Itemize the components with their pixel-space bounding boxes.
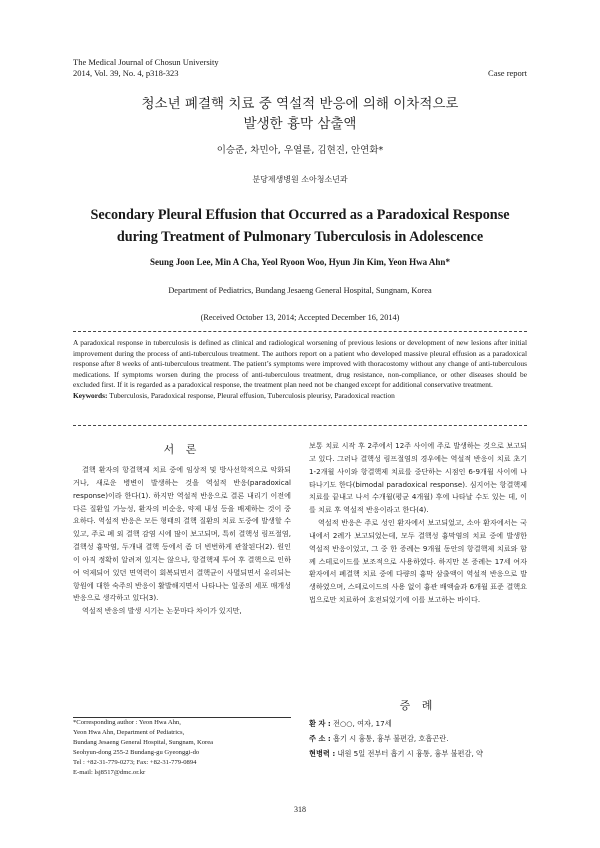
korean-title	[73, 94, 527, 134]
abstract	[73, 338, 527, 402]
abstract-text: A paradoxical response in tuberculosis is defined as clinical and radiological worsening of previous lesions or development of new lesions after initial improvement during the process of anti-tuberculous treatment. The authors report on a patient who developed massive pleural effusion as a paradoxical response after 8 weeks of anti-tuberculous treatment. The patient’s symptoms were improved with thoracostomy without any change of anti-tuberculous medications. If symptoms worsen during the process of anti-tuberculous treatment, drug resistance, non-compliance, or other diseases should be excluded first. If it is regarded as a paradoxical response, the treatment plan need not be changed except for additional conservative treatment.	[73, 338, 527, 390]
patient-line	[309, 716, 529, 731]
page-number: 318	[294, 805, 306, 814]
case-details	[309, 716, 529, 761]
introduction-paragraph: 보통 치료 시작 후 2주에서 12주 사이에 주로 발생하는 것으로 보고되고 있다. 그러나 결핵성 림프절염의 경우에는 역설적 반응이 치료 초기 1-2개월 사이와 항결핵제 치료를 중단하는 시점인 6-9개월 사이에 나타나기도 한다(bimodal paradoxical response). 심지어는 항결핵제 치료를 끝내고 나서 수개월(평균 4개월) 후에 나타날 수도 있는 데, 이를 치료 후 역설적 반응이라고 한다(4).	[309, 441, 527, 515]
korean-title-line2: 발생한 흉막 삼출액	[243, 116, 357, 132]
left-column	[73, 442, 291, 618]
introduction-paragraph: 역설적 반응은 주로 성인 환자에서 보고되었고, 소아 환자에서는 국내에서 2례가 보고되었는데, 모두 결핵성 흉막염의 치료 중에 발생한 역설적 반응이었고, 그 중 한 증례는 9개월 동안의 항결핵제 치료와 함께 스테로이드를 보조적으로 사용하였다. 하지만 본 증례는 17세 여자 환자에서 폐결핵 치료 중에 다량의 흉막 삼출액이 역설적 반응으로 발생하였으며, 스테로이드의 사용 없이 흉관 배액술과 6개월 표준 결핵요법으로만 치료하여 호전되었기에 이를 보고하는 바이다.	[309, 518, 527, 605]
right-column	[309, 440, 527, 607]
complaint-value: 흡기 시 흉통, 흉부 불편감, 호흡곤란.	[330, 734, 449, 743]
received-dates: (Received October 13, 2014; Accepted December 16, 2014)	[200, 313, 400, 322]
keywords: Tuberculosis, Paradoxical response, Pleural effusion, Tuberculosis pleurisy, Paradoxical reaction	[107, 390, 395, 400]
patient-label: 환 자 :	[309, 719, 331, 728]
english-title-line1: Secondary Pleural Effusion that Occurred as a Paradoxical Response	[90, 207, 510, 223]
keywords-label: Keywords:	[73, 390, 108, 400]
abstract-bottom-divider	[73, 425, 527, 426]
english-department: Department of Pediatrics, Bundang Jesaeng General Hospital, Sungnam, Korea	[168, 286, 432, 295]
history-line	[309, 746, 529, 761]
footnote-line: Yeon Hwa Ahn, Department of Pediatrics,	[73, 729, 185, 737]
korean-title-line1: 청소년 폐결핵 치료 중 역설적 반응에 의해 이차적으로	[141, 96, 459, 112]
journal-issue: 2014, Vol. 39, No. 4, p318-323	[73, 68, 179, 78]
history-value: 내원 5일 전부터 흡기 시 흉통, 흉부 불편감, 약	[335, 749, 483, 758]
abstract-top-divider	[73, 331, 527, 332]
introduction-heading: 서 론	[163, 443, 201, 456]
complaint-line	[309, 731, 529, 746]
english-authors: Seung Joon Lee, Min A Cha, Yeol Ryoon Woo, Hyun Jin Kim, Yeon Hwa Ahn*	[150, 257, 450, 267]
korean-department: 분당제생병원 소아청소년과	[252, 175, 348, 184]
english-title-line2: during Treatment of Pulmonary Tuberculosis in Adolescence	[116, 229, 484, 245]
article-type: Case report	[488, 68, 527, 78]
english-title	[73, 204, 527, 248]
footnote-line: Bundang Jesaeng General Hospital, Sungnam, Korea	[73, 739, 214, 747]
introduction-paragraph: 역설적 반응의 발생 시기는 논문마다 차이가 있지만,	[82, 606, 242, 616]
footnote-line: *Corresponding author : Yeon Hwa Ahn,	[73, 719, 181, 726]
introduction-paragraph: 결핵 환자의 항결핵제 치료 중에 임상적 및 방사선학적으로 악화되거나, 새로운 병변이 발생하는 것을 역설적 반응(paradoxical response)이라 한다(1). 하지만 역설적 반응으로 결론 내리기 이전에 다른 질환일 가능성, 환자의 비순응, 약제 내성 등을 배제하는 것이 중요하다. 역설적 반응은 모든 형태의 결핵 질환의 치료 도중에 발생할 수 있고, 주로 폐 외 결핵 감염 시에 많이 보고되며, 특히 결핵성 림프절염, 결핵성 흉막염, 두개내 결핵 등에서 좀 더 빈번하게 관찰된다(2). 원인이 아직 정확히 알려져 있지는 않으나, 항결핵제 투여 후 결핵으로 인하여 억제되어 있던 면역력이 회복되면서 결핵균이 사멸되면서 유리되는 항원에 대한 숙주의 반응이 활발해지면서 나타나는 일종의 세포 매개성 반응으로 생각하고 있다(3).	[73, 465, 291, 603]
footnote-line: Seohyun-dong 255-2 Bundang-gu Gyeonggi-do	[73, 749, 200, 757]
journal-header	[73, 57, 219, 79]
korean-authors: 이승준, 차민아, 우열륜, 김현진, 안연화*	[216, 145, 384, 156]
corresponding-author-footnote	[73, 718, 291, 779]
footnote-line: Tel : +82-31-779-0273; Fax: +82-31-779-0894	[73, 759, 197, 767]
history-label: 현병력 :	[309, 749, 336, 758]
footnote-email: E-mail: lsj8517@dmc.or.kr	[73, 769, 146, 777]
journal-name: The Medical Journal of Chosun University	[73, 57, 219, 67]
patient-value: 전○○, 여자, 17세	[330, 719, 392, 728]
case-heading: 증 례	[399, 699, 437, 712]
complaint-label: 주 소 :	[309, 734, 331, 743]
